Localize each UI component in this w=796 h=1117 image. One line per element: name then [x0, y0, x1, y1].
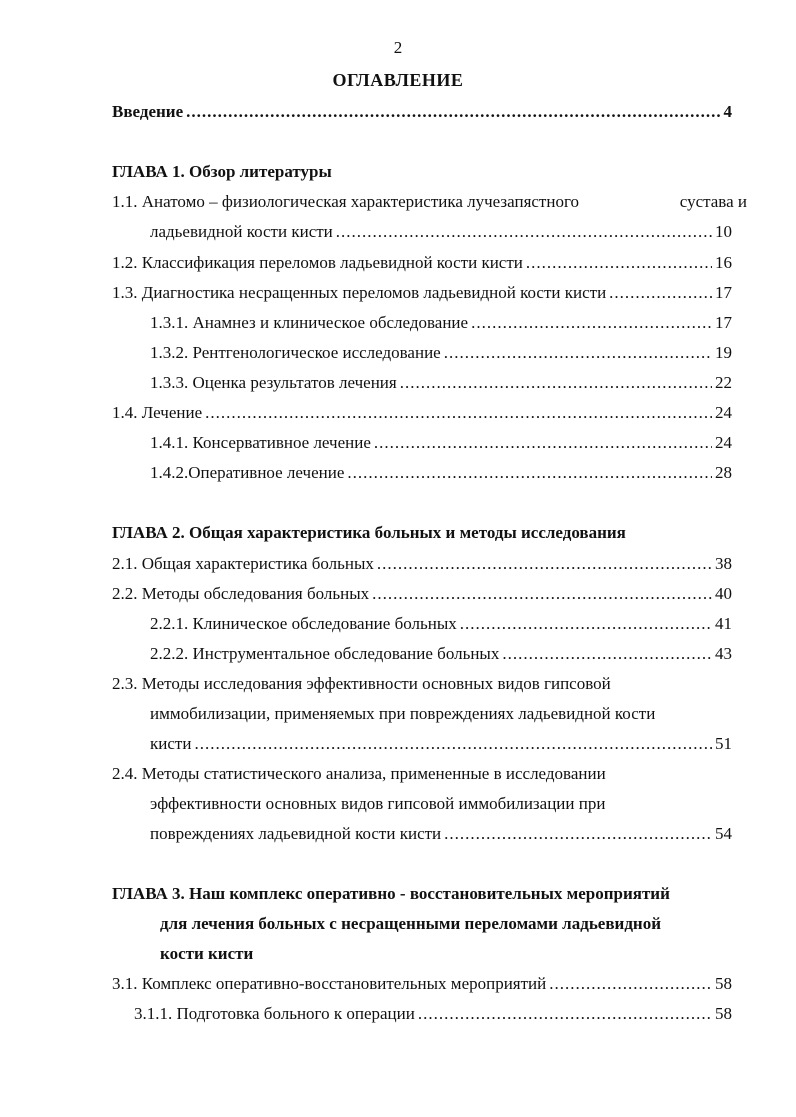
toc-page-number: 16	[715, 253, 732, 272]
toc-entry-2-4-line3	[150, 822, 732, 846]
chapter-3-heading-line3: кости кисти	[160, 944, 254, 963]
toc-entry-text: 2.2. Методы обследования больных	[112, 584, 370, 603]
toc-entry-text: кисти	[150, 734, 192, 753]
leader-dots	[374, 431, 712, 455]
toc-entry-2-4-line1: 2.4. Методы статистического анализа, примененные в исследовании	[112, 764, 606, 783]
toc-entry-1-4	[112, 401, 732, 425]
toc-entry-text: 1.4.2.Оперативное лечение	[150, 463, 345, 482]
chapter-3-heading-line2: для лечения больных с несращенными переломами ладьевидной	[160, 914, 662, 933]
toc-page-number: 51	[715, 734, 732, 753]
toc-page-number: 4	[723, 102, 732, 121]
leader-dots	[372, 582, 712, 606]
toc-entry-1-1-line2	[150, 220, 732, 244]
page-number: 2	[393, 38, 403, 57]
toc-entry-text: Введение	[112, 102, 184, 121]
leader-dots	[460, 612, 712, 636]
toc-entry-2-3-line3	[150, 732, 732, 756]
toc-page-number: 58	[715, 974, 732, 993]
leader-dots	[418, 1002, 712, 1026]
leader-dots	[471, 311, 712, 335]
toc-page-number: 38	[715, 554, 732, 573]
toc-entry-1-4-2	[150, 461, 732, 485]
leader-dots	[526, 251, 712, 275]
leader-dots	[205, 401, 712, 425]
leader-dots	[186, 100, 720, 124]
toc-page-number: 17	[715, 313, 732, 332]
toc-entry-text: повреждениях ладьевидной кости кисти	[150, 824, 442, 843]
toc-page-number: 58	[715, 1004, 732, 1023]
toc-entry-text: 1.3. Диагностика несращенных переломов ладьевидной кости кисти	[112, 283, 607, 302]
toc-entry-1-3	[112, 281, 732, 305]
toc-entry-3-1	[112, 972, 732, 996]
leader-dots	[444, 822, 712, 846]
toc-entry-1-1-line1	[112, 190, 747, 214]
toc-page-number: 24	[715, 433, 732, 452]
leader-dots	[502, 642, 712, 666]
toc-entry-text: 3.1. Комплекс оперативно-восстановительных мероприятий	[112, 974, 547, 993]
page-title: ОГЛАВЛЕНИЕ	[332, 70, 464, 90]
toc-entry-text: 2.2.2. Инструментальное обследование больных	[150, 644, 500, 663]
leader-dots	[400, 371, 712, 395]
leader-dots	[377, 552, 712, 576]
leader-dots	[347, 461, 712, 485]
toc-entry-text: 2.2.1. Клиническое обследование больных	[150, 614, 457, 633]
toc-entry-1-4-1	[150, 431, 732, 455]
toc-entry-1-2	[112, 251, 732, 275]
toc-entry-3-1-1	[134, 1002, 732, 1026]
toc-entry-2-2-2	[150, 642, 732, 666]
toc-entry-text: 1.3.3. Оценка результатов лечения	[150, 373, 397, 392]
toc-entry-text-cont: сустава и	[679, 192, 747, 211]
toc-page-number: 24	[715, 403, 732, 422]
toc-entry-2-4-line2: эффективности основных видов гипсовой иммобилизации при	[150, 794, 606, 813]
toc-entry-text: 2.1. Общая характеристика больных	[112, 554, 374, 573]
toc-entry-1-3-1	[150, 311, 732, 335]
leader-dots	[609, 281, 712, 305]
toc-entry-2-3-line2: иммобилизации, применяемых при повреждениях ладьевидной кости	[150, 704, 656, 723]
toc-entry-2-2-1	[150, 612, 732, 636]
toc-page-number: 43	[715, 644, 732, 663]
chapter-3-heading-line1: ГЛАВА 3. Наш комплекс оперативно - восстановительных мероприятий	[112, 884, 670, 903]
toc-entry-text: 1.2. Классификация переломов ладьевидной кости кисти	[112, 253, 523, 272]
toc-page-number: 22	[715, 373, 732, 392]
toc-page-number: 17	[715, 283, 732, 302]
toc-entry-1-3-2	[150, 341, 732, 365]
toc-entry-text: 1.3.2. Рентгенологическое исследование	[150, 343, 441, 362]
chapter-2-heading: ГЛАВА 2. Общая характеристика больных и методы исследования	[112, 523, 626, 542]
toc-entry-text: 1.4.1. Консервативное лечение	[150, 433, 371, 452]
leader-dots	[549, 972, 712, 996]
toc-entry-text: 1.4. Лечение	[112, 403, 203, 422]
toc-page-number: 19	[715, 343, 732, 362]
toc-entry-2-3-line1: 2.3. Методы исследования эффективности основных видов гипсовой	[112, 674, 611, 693]
toc-page-number: 28	[715, 463, 732, 482]
toc-entry-2-1	[112, 552, 732, 576]
toc-entry-2-2	[112, 582, 732, 606]
toc-page-number: 41	[715, 614, 732, 633]
toc-entry-text: 1.1. Анатомо – физиологическая характеристика лучезапястного	[112, 192, 580, 211]
chapter-1-heading: ГЛАВА 1. Обзор литературы	[112, 162, 332, 181]
leader-dots	[444, 341, 712, 365]
leader-dots	[194, 732, 712, 756]
leader-dots	[336, 220, 712, 244]
toc-entry-1-3-3	[150, 371, 732, 395]
toc-entry-text: 3.1.1. Подготовка больного к операции	[134, 1004, 415, 1023]
toc-page-number: 54	[715, 824, 732, 843]
toc-page-number: 10	[715, 222, 732, 241]
toc-entry-text: ладьевидной кости кисти	[150, 222, 333, 241]
toc-entry-intro	[112, 100, 732, 124]
toc-entry-text: 1.3.1. Анамнез и клиническое обследование	[150, 313, 469, 332]
toc-page-number: 40	[715, 584, 732, 603]
